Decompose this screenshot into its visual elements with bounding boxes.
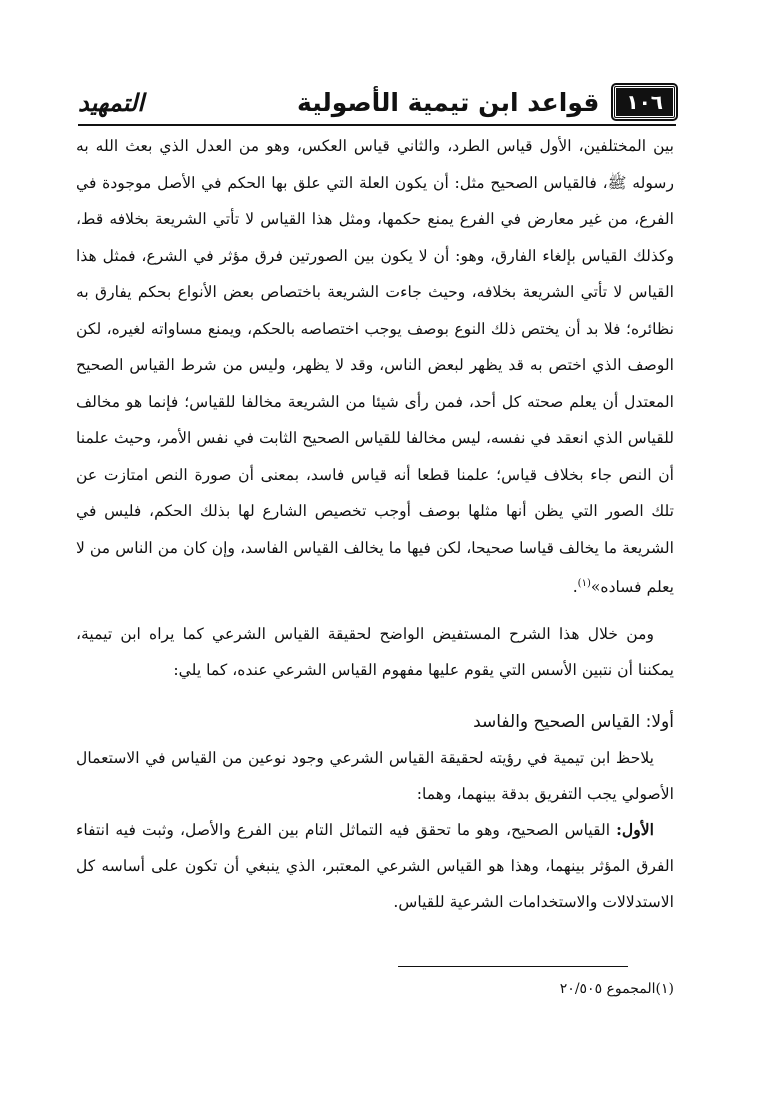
chapter-title: التمهيد [78, 87, 144, 117]
footnote-divider [398, 966, 628, 967]
section-heading: أولا: القياس الصحيح والفاسد [473, 711, 674, 732]
first-type-paragraph [76, 812, 674, 920]
first-type-text: القياس الصحيح، وهو ما تحقق فيه التماثل التام بين الفرع والأصل، وثبت فيه انتفاء الفرق المؤثر بينهما، وهذا هو القياس الشرعي المعتبر، الذي ينبغي أن تكون على أساسه كل الاستدلالات والاستخدامات الشرعية للقياس. [76, 820, 674, 911]
intro-paragraph: ومن خلال هذا الشرح المستفيض الواضح لحقيقة القياس الشرعي كما يراه ابن تيمية، يمكننا أن نتبين الأسس التي يقوم عليها مفهوم القياس الشرعي عنده، كما يلي: [76, 624, 674, 679]
section-paragraph: يلاحظ ابن تيمية في رؤيته لحقيقة القياس الشرعي وجود نوعين من القياس في الاستعمال الأصولي يجب التفريق بدقة بينهما، وهما: [76, 748, 674, 803]
footnote [374, 978, 674, 1000]
footnote-text: المجموع ٢٠/٥٠٥ [559, 981, 656, 997]
page-body [76, 128, 674, 920]
footnote-reference: (١) [577, 578, 591, 589]
quoted-passage [76, 128, 674, 606]
quoted-passage-end: . [572, 578, 578, 597]
first-type-lead: الأول: [616, 819, 654, 839]
book-title: قواعد ابن تيمية الأصولية [297, 87, 600, 117]
page-number: ١٠٦ [613, 85, 676, 119]
running-header [78, 80, 676, 126]
footnote-marker: (١) [655, 981, 674, 997]
quoted-passage-text: بين المختلفين، الأول قياس الطرد، والثاني قياس العكس، وهو من العدل الذي بعث الله به رسوله ﷺ، فالقياس الصحيح مثل: أن يكون العلة التي علق بها الحكم في الأصل موجودة في الفرع، من غير معارض في الفرع يمنع حكمها، ومثل هذا القياس لا تأتي الشريعة بخلافه قط، وكذلك القياس بإلغاء الفارق، وهو: أن لا يكون بين الصورتين فرق مؤثر في الشرع، فمثل هذا القياس لا تأتي الشريعة بخلافه، وحيث جاءت الشريعة باختصاص بعض الأنواع بحكم يفارق به نظائره؛ فلا بد أن يختص ذلك النوع بوصف يوجب اختصاصه بالحكم، ويمنع مساواته لغيره، لكن الوصف الذي اختص به قد يظهر لبعض الناس، وقد لا يظهر، وليس من شرط القياس الصحيح المعتدل أن يعلم صحته كل أحد، فمن رأى شيئا من الشريعة مخالفا للقياس؛ فإنما هو مخالف للقياس الذي انعقد في نفسه، ليس مخالفا للقياس الصحيح الثابت في نفس الأمر، وحيث علمنا أن النص جاء بخلاف قياس؛ علمنا قطعا أنه قياس فاسد، بمعنى أن صورة النص امتازت عن تلك الصور التي يظن أنها مثلها بوصف أوجب تخصيص الشارع لها بذلك الحكم، فليس في الشريعة ما يخالف قياسا صحيحا، لكن فيها ما يخالف القياس الفاسد، وإن كان من الناس من لا يعلم فساده» [76, 137, 674, 597]
